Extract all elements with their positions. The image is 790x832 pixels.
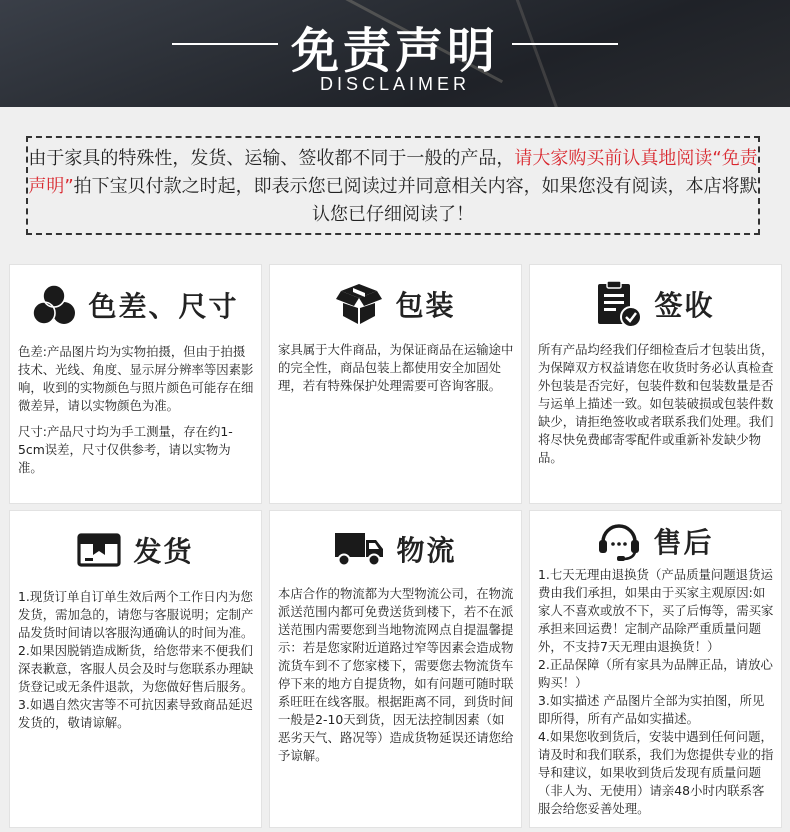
card-package-body (278, 341, 515, 403)
card-color-paragraph: 尺寸:产品尺寸均为手工测量，存在约1-5cm误差，尺寸仅供参考，请以实物为准。 (18, 424, 233, 475)
card-ship-head (10, 529, 261, 571)
card-after-sales (529, 510, 782, 828)
notice-text-red: 请大家购买前认真地阅读“免责声明” (28, 148, 758, 197)
card-logistics-head (270, 527, 521, 571)
notice-box (26, 136, 760, 235)
card-ship-title: 发货 (133, 535, 194, 568)
card-after-paragraph: 2.正品保障（所有家具为品牌正品，请放心购买！） (538, 657, 773, 690)
notice-text-2: 拍下宝贝付款之时起，即表示您已阅读过并同意相关内容，如果您没有阅读，本店将默认您已仔细阅读了！ (73, 176, 758, 225)
card-logistics-paragraph: 本店合作的物流都为大型物流公司，在物流派送范围内都可免费送货到楼下，若不在派送范围内需要您到当地物流网点自提温馨提示：若是您家附近道路过窄等因素会造成物流货车到不了您家楼下，需要您去物流货车停下来的地方自提货物，如有问题可随时联系旺旺在线客服。根据距离不同，到货时间一般是2-10天到货，因无法控制因素（如恶劣天气、路况等）造成货物延误还请您给予谅解。 (278, 586, 514, 763)
card-logistics (269, 510, 522, 828)
card-ship-paragraph: 1.现货订单自订单生效后两个工作日内为您发货，需加急的，请您与客服说明；定制产品发货时间请以客服沟通确认的时间为准。 (18, 589, 254, 640)
page-subtitle: DISCLAIMER (319, 74, 471, 94)
card-sign (529, 264, 782, 504)
card-logistics-title: 物流 (396, 534, 457, 567)
card-logistics-body (278, 585, 515, 773)
shipping-box-icon (77, 533, 121, 567)
card-package-title: 包装 (395, 289, 456, 322)
card-sign-title: 签收 (654, 289, 715, 322)
card-after-paragraph: 4.如果您收到货后，安装中遇到任何问题，请及时和我们联系，我们为您提供专业的指导和建议，如果收到货后发现有质量问题（非人为、无使用）请亲48小时内联系客服会给您妥善处理。 (538, 729, 774, 816)
card-ship-paragraph: 3.如遇自然灾害等不可抗因素导致商品延迟发货的，敬请谅解。 (18, 697, 253, 730)
card-after-title: 售后 (653, 526, 714, 559)
card-after-body (538, 566, 775, 818)
card-ship-body (18, 588, 255, 732)
card-package-paragraph: 家具属于大件商品，为保证商品在运输途中的完全性，商品包装上都使用安全加固处理，若有特殊保护处理需要可咨询客服。 (278, 342, 514, 393)
header-banner (0, 0, 790, 107)
card-sign-head (530, 279, 781, 329)
card-package-head (270, 281, 521, 327)
truck-icon (334, 531, 384, 567)
card-color-size (9, 264, 262, 504)
headset-icon (597, 520, 641, 562)
card-package (269, 264, 522, 504)
page-title: 免责声明 (290, 23, 499, 79)
card-sign-paragraph: 所有产品均经我们仔细检查后才包装出货，为保障双方权益请您在收货时务必认真检查外包装是否完好，包装件数和包装数量是否与运单上描述一致。如包装破损或包装件数缺少，请拒绝签收或者联系我们处理。我们将尽快免费邮寄零配件或重新补发缺少物品。 (538, 342, 774, 465)
card-color-title: 色差、尺寸 (88, 290, 239, 323)
card-after-head (530, 519, 781, 563)
card-ship (9, 510, 262, 828)
notice-text-1: 由于家具的特殊性，发货、运输、签收都不同于一般的产品， (28, 148, 515, 169)
card-after-paragraph: 1.七天无理由退换货（产品质量问题退货运费由我们承担，如果由于买家主观原因:如家人不喜欢或放不下，买了后悔等，需买家承担来回运费！定制产品除严重质量问题外，不支持7天无理由退换货！） (538, 567, 774, 654)
card-color-body (18, 343, 255, 485)
color-circles-icon (32, 284, 76, 326)
clipboard-check-icon (596, 280, 642, 328)
box-icon (335, 282, 383, 326)
card-color-paragraph: 色差:产品图片均为实物拍摄，但由于拍摄技术、光线、角度、显示屏分辨率等因素影响，收到的实物颜色与照片颜色可能存在细微差异，请以实物颜色为准。 (18, 344, 254, 413)
card-color-head (10, 283, 261, 327)
card-sign-body (538, 341, 775, 475)
card-ship-paragraph: 2.如果因脱销造成断货，给您带来不便我们深表歉意，客服人员会及时与您联系办理缺货登记或无条件退款，为您做好售后服务。 (18, 643, 254, 694)
card-after-paragraph: 3.如实描述 产品图片全部为实拍图，所见即所得，所有产品如实描述。 (538, 693, 765, 726)
